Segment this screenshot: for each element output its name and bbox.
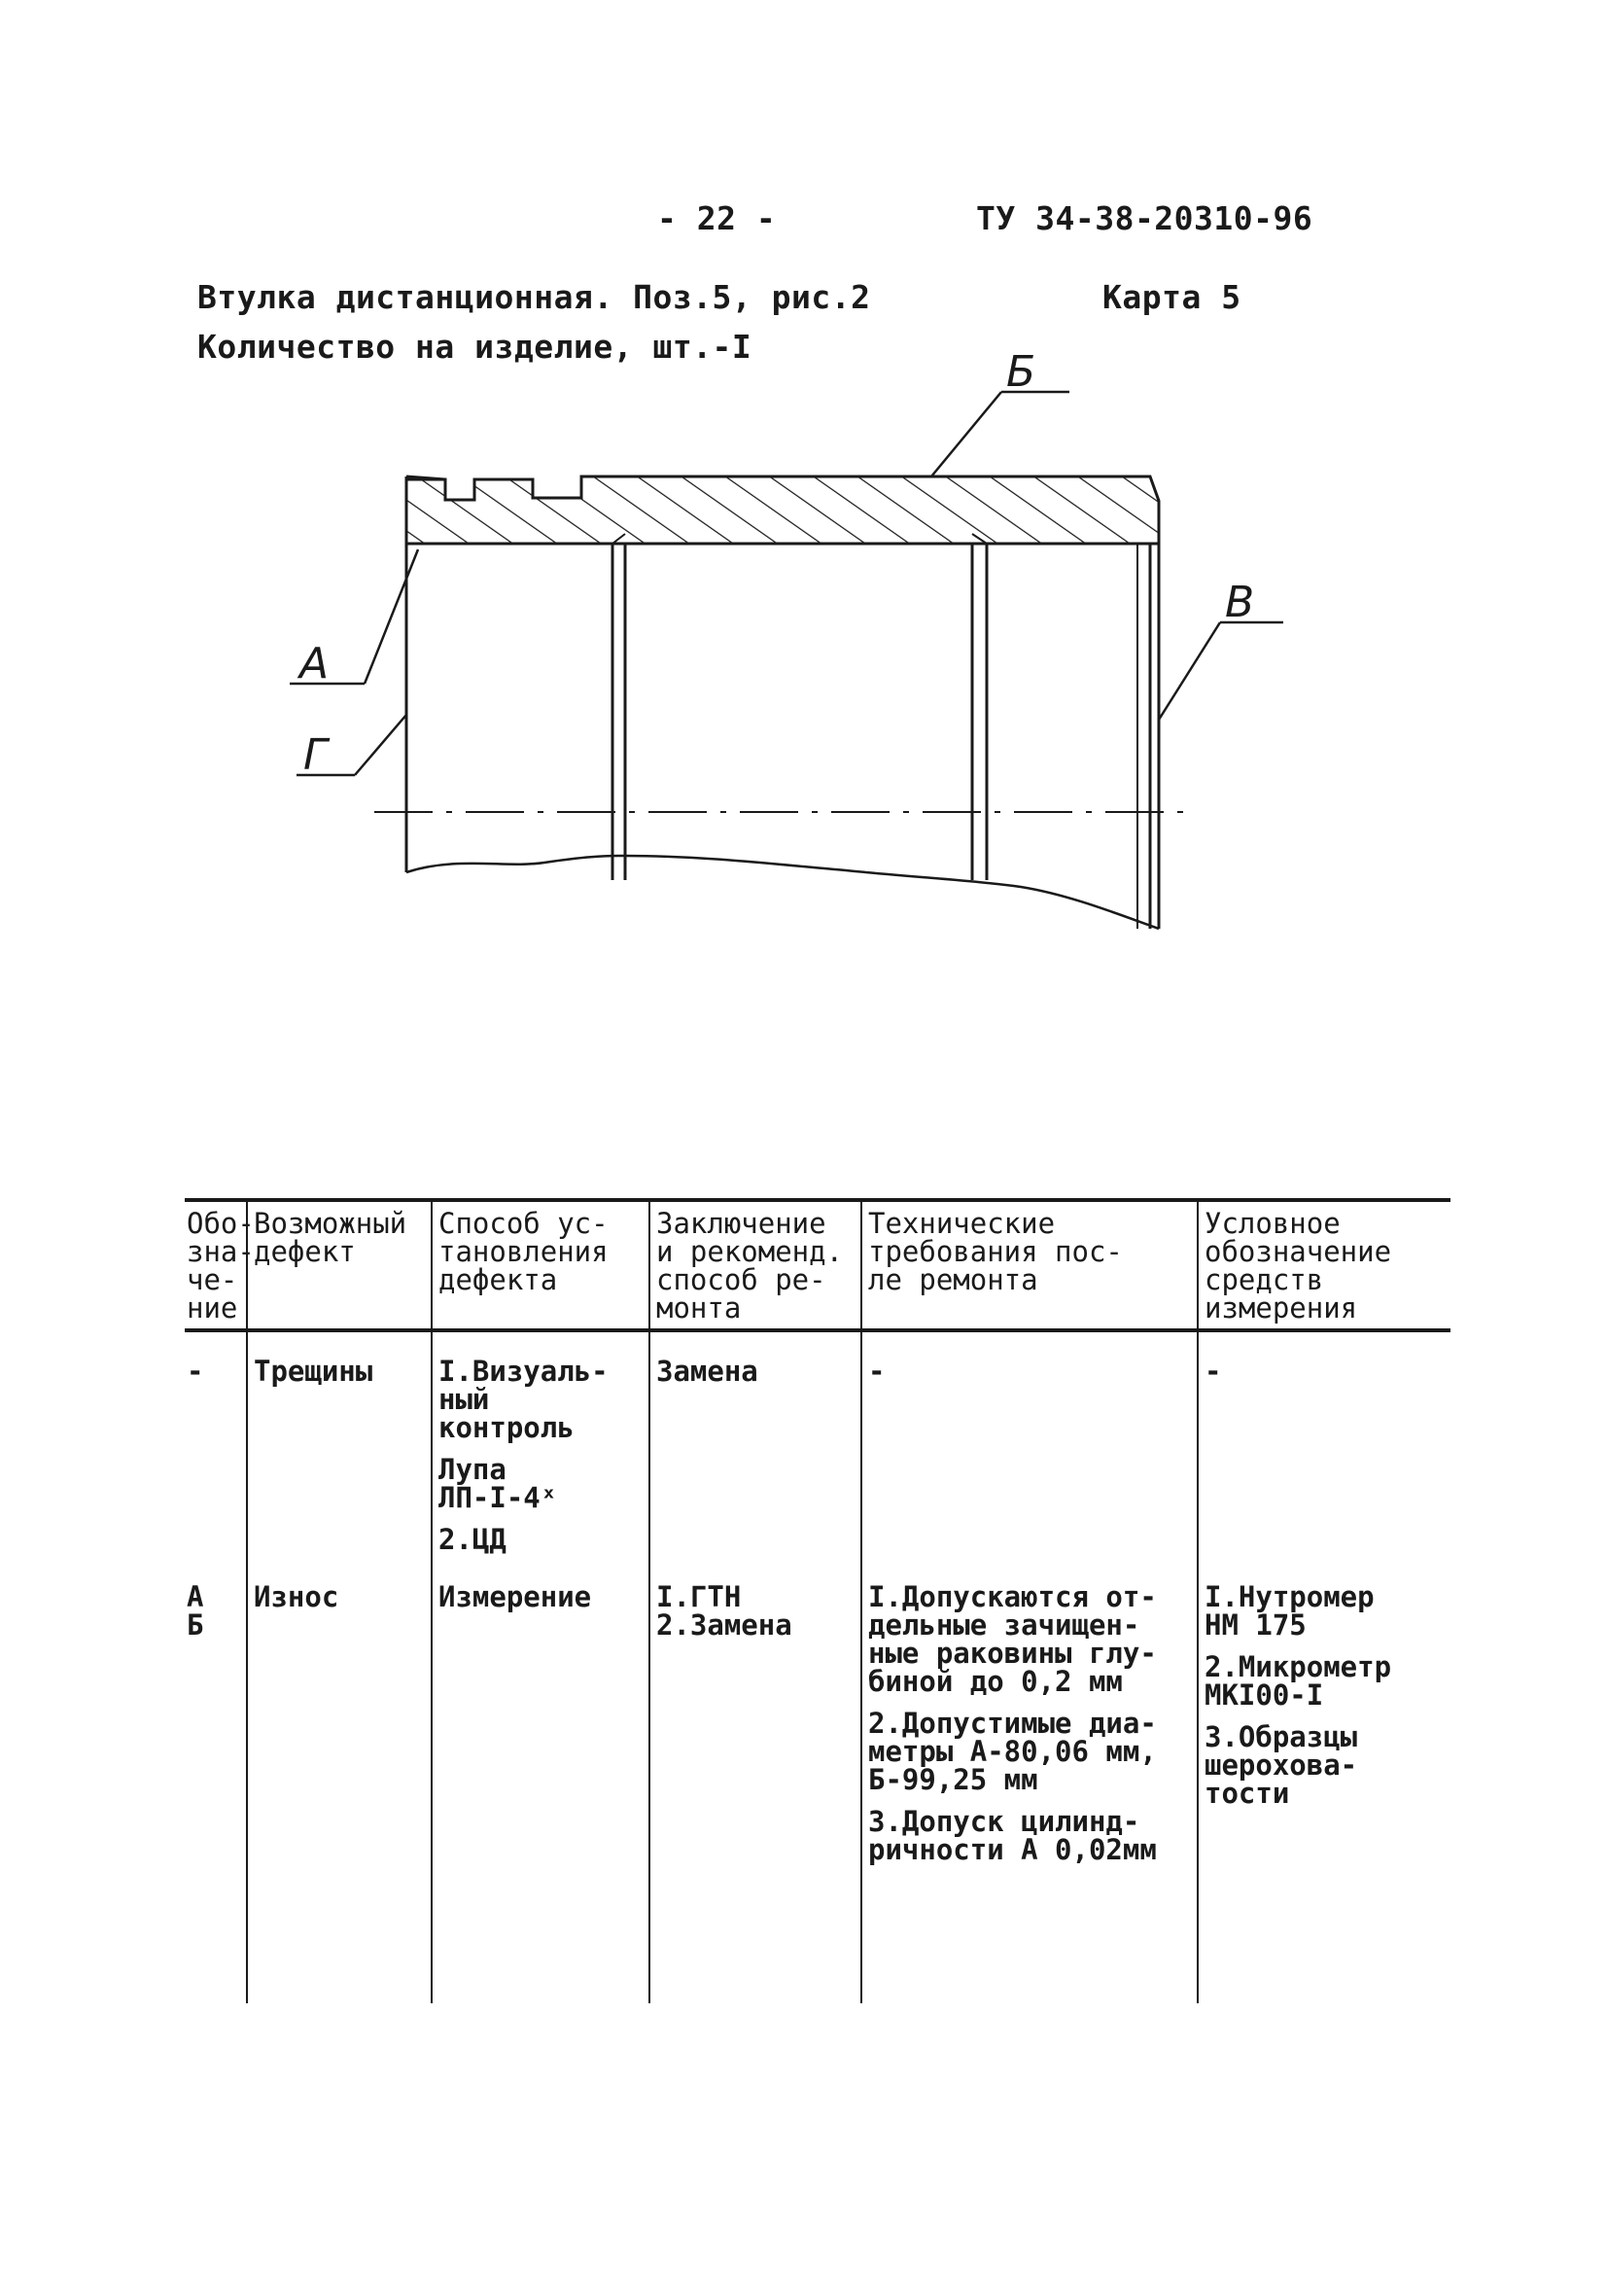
page-number: - 22 - (657, 199, 777, 237)
part-title: Втулка дистанционная. Поз.5, рис.2 (197, 278, 871, 316)
card-label: Карта 5 (1102, 278, 1241, 316)
column-header-method: Способ ус- тановления дефекта (432, 1200, 649, 1330)
table-row (185, 1330, 1450, 1575)
label-v: В (1225, 578, 1255, 627)
cell-designation: - (187, 1355, 204, 1388)
cell-method: Измерение (432, 1575, 649, 2003)
table-header-row (185, 1200, 1450, 1330)
cell-instruments: I.Нутромер НМ 175 2.Микрометр МКI00-I 3.Образцы шероховa- тости (1198, 1575, 1450, 2003)
callout-b (931, 347, 1069, 477)
cell-requirements: I.Допускаются от- дельные зачищен- ные раковины глу- биной до 0,2 мм 2.Допустимые диа- метры А-80,06 мм, Б-99,25 мм 3.Допуск цилинд- ричности А 0,02мм (861, 1575, 1198, 2003)
column-header-instruments: Условное обозначение средств измерения (1198, 1200, 1450, 1330)
label-a: А (299, 639, 330, 689)
cell-conclusion: I.ГТН 2.Замена (649, 1575, 861, 2003)
sleeve-section (374, 477, 1196, 929)
cell-requirements: - (861, 1330, 1198, 1575)
quantity-line: Количество на изделие, шт.-I (197, 328, 752, 366)
column-header-requirements: Технические требования пос- ле ремонта (861, 1200, 1198, 1330)
callout-a (290, 549, 418, 689)
cell-designation: А Б (187, 1580, 204, 1642)
defect-table (185, 1198, 1450, 2003)
column-header-conclusion: Заключение и рекоменд. способ ре- монта (649, 1200, 861, 1330)
cell-defect: Трещины (247, 1330, 432, 1575)
callout-g (297, 715, 406, 780)
sleeve-drawing (0, 0, 1607, 972)
callout-v (1159, 578, 1283, 720)
document-code: ТУ 34-38-20310-96 (976, 199, 1313, 237)
cell-method: I.Визуаль- ный контроль Лупа ЛП-I-4ˣ 2.ЦД (432, 1330, 649, 1575)
label-b: Б (1006, 347, 1036, 397)
cell-instruments: - (1198, 1330, 1450, 1575)
label-g: Г (303, 730, 328, 780)
table-row (185, 1575, 1450, 2003)
column-header-defect: Возможный дефект (247, 1200, 432, 1330)
column-header-designation: Обо- зна- че- ние (185, 1200, 247, 1330)
cell-defect: Износ (247, 1575, 432, 2003)
cell-conclusion: Замена (649, 1330, 861, 1575)
